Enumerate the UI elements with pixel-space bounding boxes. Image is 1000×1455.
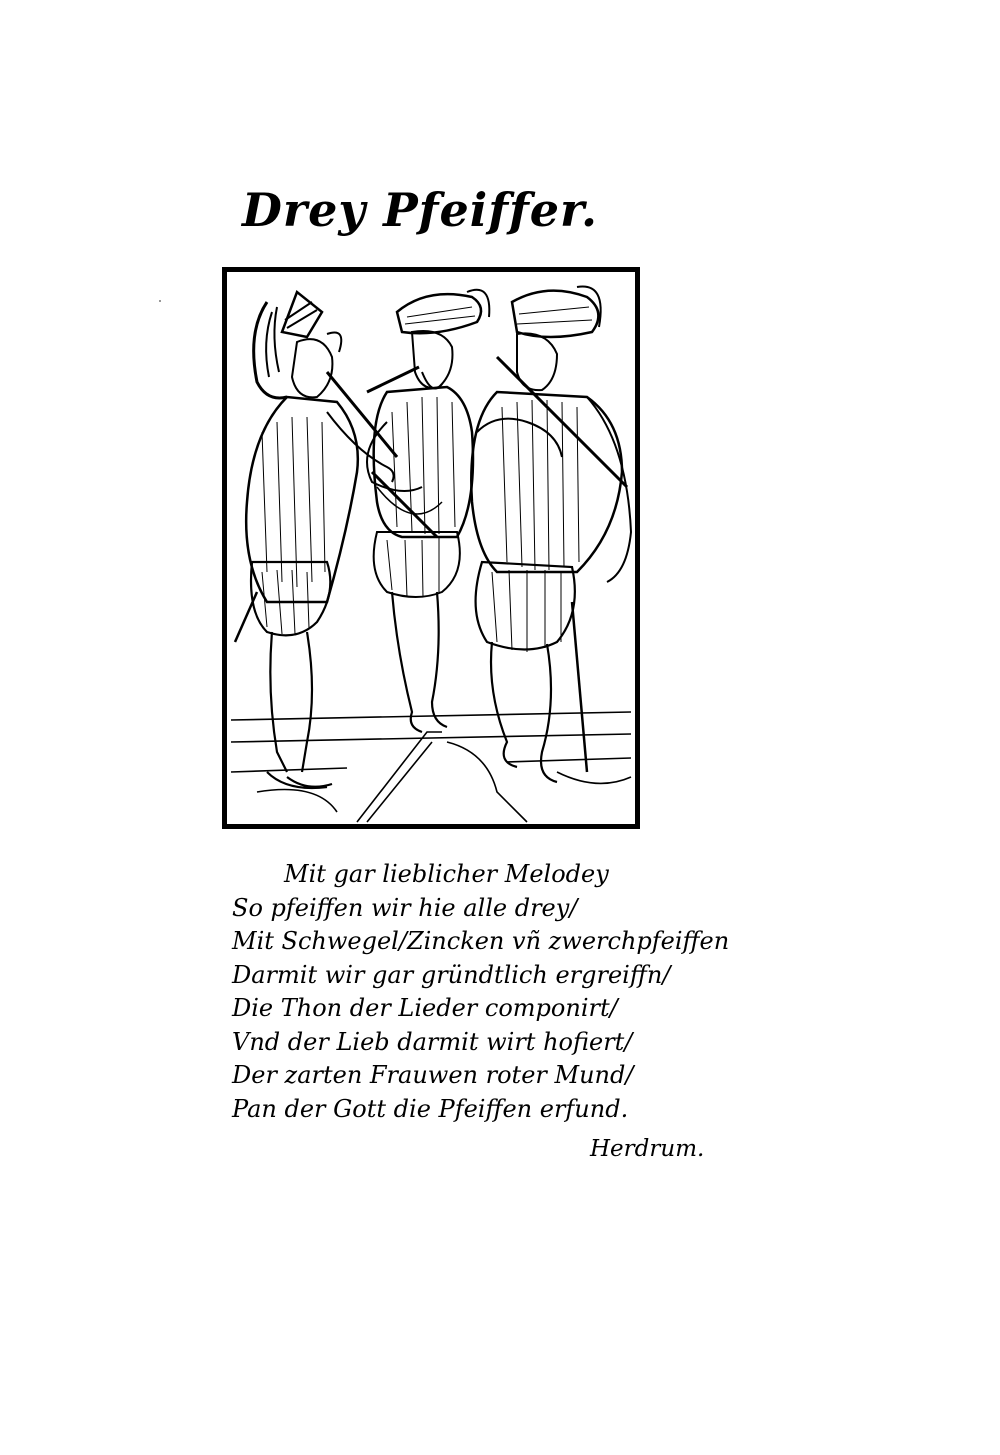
- margin-speck: [159, 300, 161, 302]
- verse-line: Vnd der Lieb darmit wirt hofiert/: [232, 1027, 633, 1056]
- three-pipers-icon: [227, 272, 635, 824]
- verse: [232, 858, 752, 1126]
- verse-line: Die Thon der Lieder componirt/: [232, 994, 618, 1022]
- catchword: Herdrum.: [590, 1136, 705, 1162]
- verse-line: Der zarten Frauwen roter Mund/: [232, 1061, 634, 1089]
- verse-line: Darmit wir gar gründtlich ergreiffn/: [232, 960, 671, 989]
- page-title: Drey Pfeiffer.: [241, 183, 599, 237]
- verse-line: So pfeiffen wir hie alle drey/: [232, 893, 578, 922]
- verse-line: Mit gar lieblicher Melodey: [284, 860, 609, 888]
- verse-line: Pan der Gott die Pfeiffen erfund.: [232, 1094, 629, 1123]
- woodcut-illustration: [222, 267, 640, 829]
- verse-line: Mit Schwegel/Zincken vñ zwerchpfeiffen: [232, 927, 730, 955]
